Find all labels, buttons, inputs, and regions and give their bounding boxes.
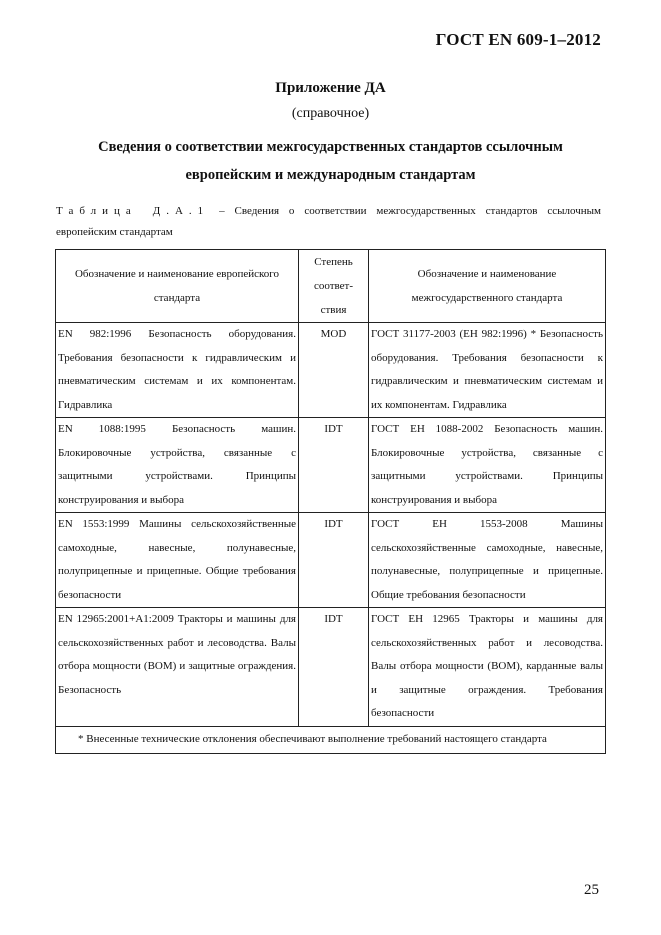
- appendix-heading-line1: Сведения о соответствии межгосударственных стандартов ссылочным: [98, 139, 563, 155]
- cell-degree: MOD: [299, 323, 369, 418]
- table-caption-text: – Сведения о соответствии межгосударственных стандартов ссылочным европейским стандартам: [56, 205, 601, 238]
- table-header-row: [56, 250, 606, 323]
- table-row: [56, 418, 606, 513]
- cell-degree: IDT: [299, 513, 369, 608]
- table-row: [56, 513, 606, 608]
- cell-interstate: ГОСТ ЕН 12965 Тракторы и машины для сельскохозяйственных работ и лесоводства. Валы отбора мощности (ВОМ), карданные валы и защитные ограждения. Требования безопасности: [369, 608, 606, 727]
- table-footnote-text: * Внесенные технические отклонения обеспечивают выполнение требований настоящего стандарта: [78, 732, 547, 745]
- appendix-heading: [60, 133, 601, 189]
- header-degree: Степень соответ-ствия: [299, 250, 369, 323]
- header-european-standard: Обозначение и наименование европейского стандарта: [56, 250, 299, 323]
- cell-interstate: ГОСТ ЕН 1553-2008 Машины сельскохозяйственные самоходные, навесные, полунавесные, полуприцепные и прицепные. Общие требования безопасности: [369, 513, 606, 608]
- table-footnote: [56, 726, 606, 753]
- cell-interstate: ГОСТ 31177-2003 (ЕН 982:1996) * Безопасность оборудования. Требования безопасности к гидравлическим и пневматическим системам и их компонентам. Гидравлика: [369, 323, 606, 418]
- cell-european: EN 982:1996 Безопасность оборудования. Требования безопасности к гидравлическим и пневматическим системам и их компонентам. Гидравлика: [56, 323, 299, 418]
- table-caption: [56, 201, 601, 243]
- header-interstate-standard: Обозначение и наименование межгосударственного стандарта: [369, 250, 606, 323]
- cell-degree: IDT: [299, 418, 369, 513]
- table-row: [56, 608, 606, 727]
- cell-european: EN 1553:1999 Машины сельскохозяйственные самоходные, навесные, полунавесные, полуприцепные и прицепные. Общие требования безопасности: [56, 513, 299, 608]
- cell-european: EN 1088:1995 Безопасность машин. Блокировочные устройства, связанные с защитными устройствами. Принципы конструирования и выбора: [56, 418, 299, 513]
- table-footnote-row: [56, 726, 606, 753]
- appendix-subtitle: (справочное): [291, 106, 370, 121]
- correspondence-table: [55, 249, 606, 754]
- table-row: [56, 323, 606, 418]
- document-code: ГОСТ EN 609-1–2012: [435, 30, 601, 49]
- appendix-heading-line2: европейским и международным стандартам: [185, 167, 476, 183]
- cell-degree: IDT: [299, 608, 369, 727]
- table-caption-label: Таблица Д.А.1: [56, 205, 210, 217]
- page-number: 25: [584, 882, 599, 898]
- cell-interstate: ГОСТ ЕН 1088-2002 Безопасность машин. Блокировочные устройства, связанные с защитными устройствами. Принципы конструирования и выбора: [369, 418, 606, 513]
- appendix-title: Приложение ДА: [275, 80, 386, 96]
- cell-european: EN 12965:2001+A1:2009 Тракторы и машины для сельскохозяйственных работ и лесоводства. Валы отбора мощности (ВОМ) и защитные ограждения. Безопасность: [56, 608, 299, 727]
